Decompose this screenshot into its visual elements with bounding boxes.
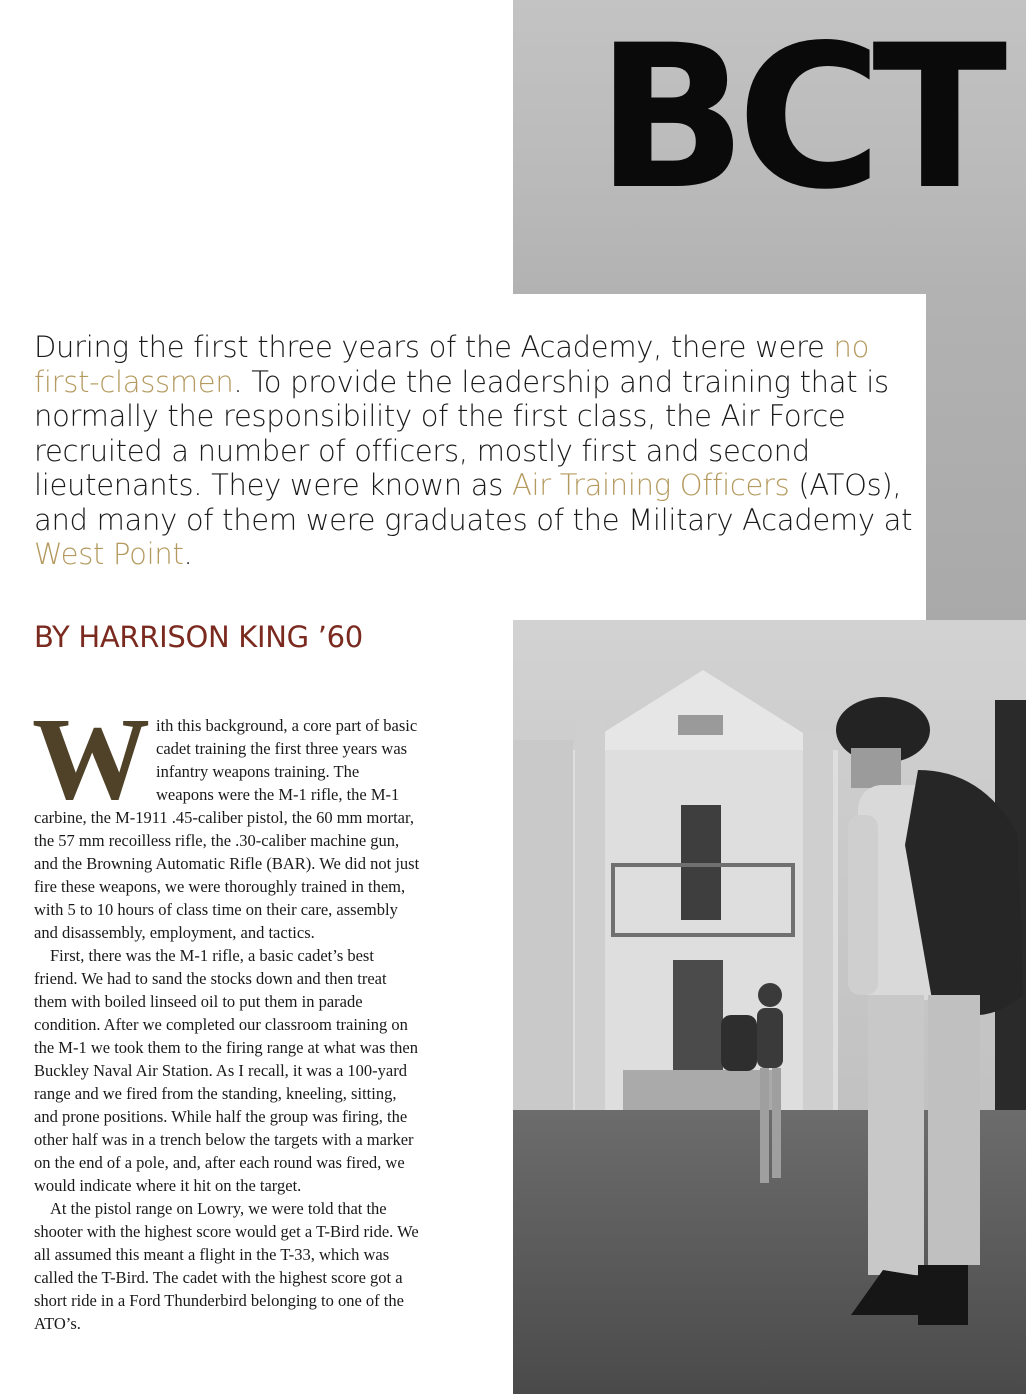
page-title: BCT — [596, 2, 998, 233]
intro-highlight: Air Training Officers — [511, 468, 790, 502]
article-paragraph: At the pistol range on Lowry, we were told that the shooter with the highest score would get a T-Bird ride. We all assumed this meant a flight in the T-33, which was called the T-Bird. The cadet with the highest score got a short ride in a Ford Thunderbird belonging to one of the ATO’s. — [34, 1199, 419, 1333]
building-window — [678, 715, 723, 735]
building-steps — [623, 1070, 773, 1110]
building-left-column — [575, 720, 605, 1120]
building-right-column — [803, 730, 833, 1120]
intro-paragraph — [34, 330, 914, 572]
cadet-photo — [513, 620, 1026, 1394]
article-body — [32, 693, 420, 1335]
article-paragraph-text: ith this background, a core part of basic cadet training the first three years was infantry weapons training. The weapons were the M-1 rifle, the M-1 carbine, the M-1911 .45-caliber pistol, the 60 mm mortar, the 57 mm recoilless rifle, the .30-caliber machine gun, and the Browning Automatic Rifle (BAR). We did not just fire these weapons, we were thoroughly trained in them, with 5 to 10 hours of class time on their care, assembly and disassembly, employment, and tactics. — [34, 716, 420, 942]
article-paragraph: First, there was the M-1 rifle, a basic cadet’s best friend. We had to sand the stocks down and then treat them with boiled linseed oil to put them in parade condition. After we completed our classroom training on the M-1 we took them to the firing range at what was then Buckley Naval Air Station. As I recall, it was a 100-yard range and we fired from the standing, kneeling, sitting, and prone positions. While half the group was firing, the other half was in a trench below the targets with a marker on the end of a pole, and, after each round was fired, we would indicate where it hit on the target. — [34, 946, 418, 1195]
building-upper-door — [681, 805, 721, 920]
article-paragraph — [32, 693, 420, 944]
drop-cap: W — [32, 693, 150, 824]
intro-highlight: no first-classmen — [34, 330, 870, 399]
building-wing — [513, 740, 573, 1120]
building-lower-door — [673, 960, 723, 1070]
intro-text: . To provide the leadership and training that is normally the responsibility of the first class, the Air Force recruited a number of officers, mostly first and second lieutenants. They were known as — [34, 364, 889, 502]
byline: BY HARRISON KING ’60 — [34, 620, 363, 654]
intro-text: During the first three years of the Academy, there were — [34, 330, 834, 364]
intro-text: (ATOs), and many of them were graduates of the Military Academy at — [34, 468, 913, 537]
intro-highlight: West Point — [34, 537, 184, 571]
header-photo-strip — [926, 294, 1026, 620]
intro-text: . — [183, 537, 193, 571]
